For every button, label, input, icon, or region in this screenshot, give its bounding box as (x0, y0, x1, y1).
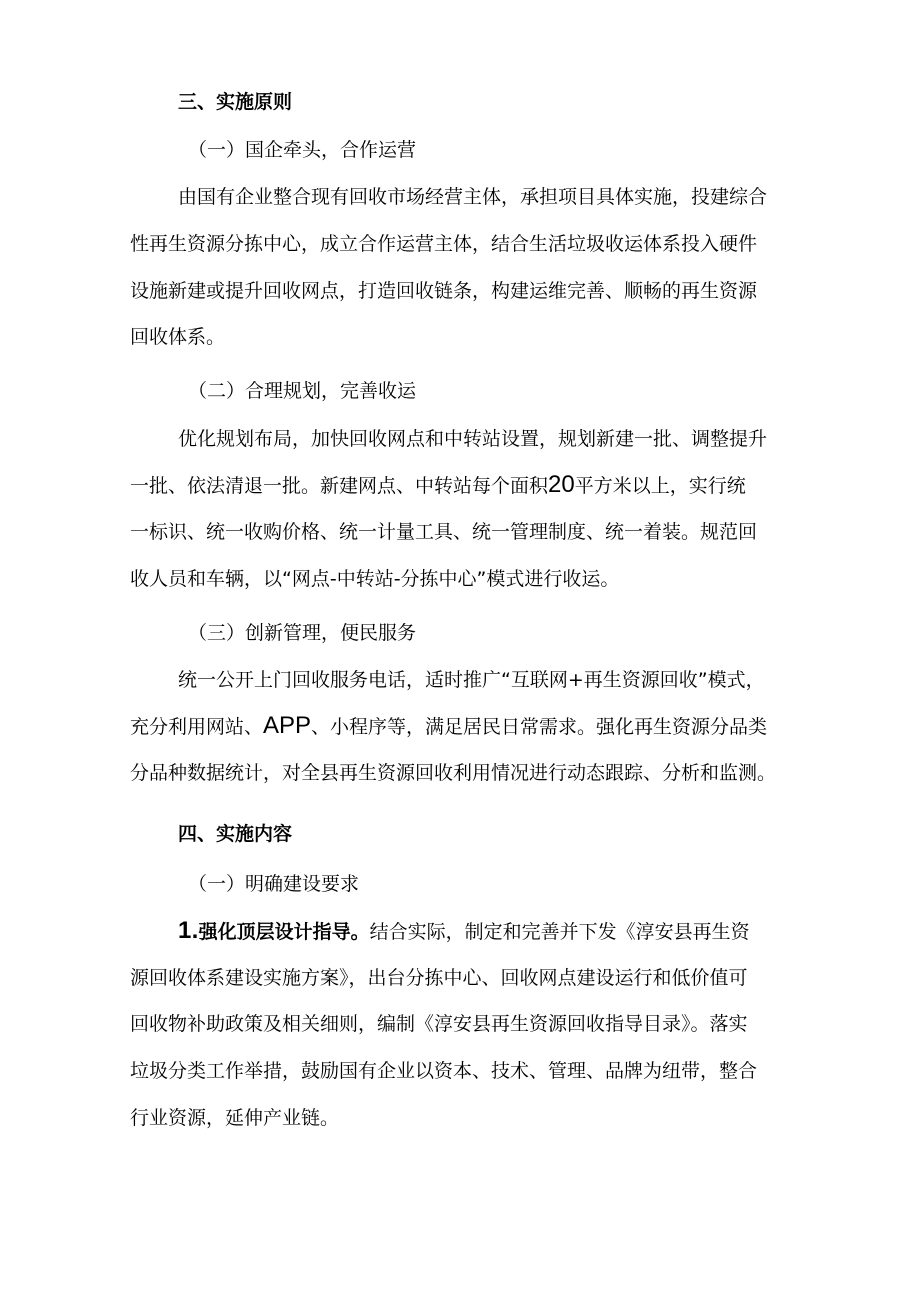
paragraph-line (130, 714, 767, 739)
paragraph-line: 一标识、统一收购价格、统一计量工具、统一管理制度、统一着装。规范回 (130, 521, 758, 543)
app-text: APP (263, 712, 312, 739)
paragraph-text: 一批、依法清退一批。新建网点、中转站每个面积 (130, 475, 549, 497)
paragraph-text: 平方米以上，实行统 (574, 475, 746, 497)
paragraph-line (130, 473, 746, 498)
section-heading-content: 四、实施内容 (178, 823, 293, 845)
paragraph-text: 充分利用网站、 (130, 716, 264, 738)
subsection-title-state-enterprise: （一）国企牵头，合作运营 (188, 139, 417, 161)
area-number: 20 (548, 471, 575, 498)
paragraph-line: 收人员和车辆，以“网点-中转站-分拣中心”模式进行收运。 (130, 568, 620, 590)
subsection-title-planning: （二）合理规划，完善收运 (188, 380, 417, 402)
item-number: 1 (178, 917, 192, 944)
subsection-title-requirements: （一）明确建设要求 (188, 873, 360, 895)
section-heading-principles: 三、实施原则 (178, 91, 293, 113)
paragraph-line: 回收物补助政策及相关细则，编制《淳安县再生资源回收指导目录》。落实 (130, 1013, 748, 1035)
item-label: .强化顶层设计指导。 (191, 921, 370, 943)
paragraph-line: 垃圾分类工作举措，鼓励国有企业以资本、技术、管理、品牌为纽带，整合 (130, 1060, 758, 1082)
paragraph-line: 回收体系。 (130, 326, 226, 348)
paragraph-line: 设施新建或提升回收网点，打造回收链条，构建运维完善、顺畅的再生资源 (130, 280, 758, 302)
paragraph-line: 由国有企业整合现有回收市场经营主体，承担项目具体实施，投建综合 (178, 186, 768, 208)
paragraph-line: 行业资源，延伸产业链。 (130, 1107, 340, 1129)
paragraph-text: 结合实际，制定和完善并下发《淳安县再生资 (369, 921, 750, 943)
paragraph-line (178, 919, 750, 944)
paragraph-line: 统一公开上门回收服务电话，适时推广“互联网+再生资源回收”模式， (178, 669, 765, 691)
paragraph-line: 性再生资源分拣中心，成立合作运营主体，结合生活垃圾收运体系投入硬件 (130, 233, 758, 255)
subsection-title-management: （三）创新管理，便民服务 (188, 622, 417, 644)
paragraph-line: 分品种数据统计，对全县再生资源回收利用情况进行动态跟踪、分析和监测。 (130, 762, 777, 784)
paragraph-text: 、小程序等，满足居民日常需求。强化再生资源分品类 (311, 716, 768, 738)
paragraph-line: 源回收体系建设实施方案》，出台分拣中心、回收网点建设运行和低价值可 (130, 967, 748, 989)
paragraph-line: 优化规划布局，加快回收网点和中转站设置，规划新建一批、调整提升 (178, 428, 768, 450)
